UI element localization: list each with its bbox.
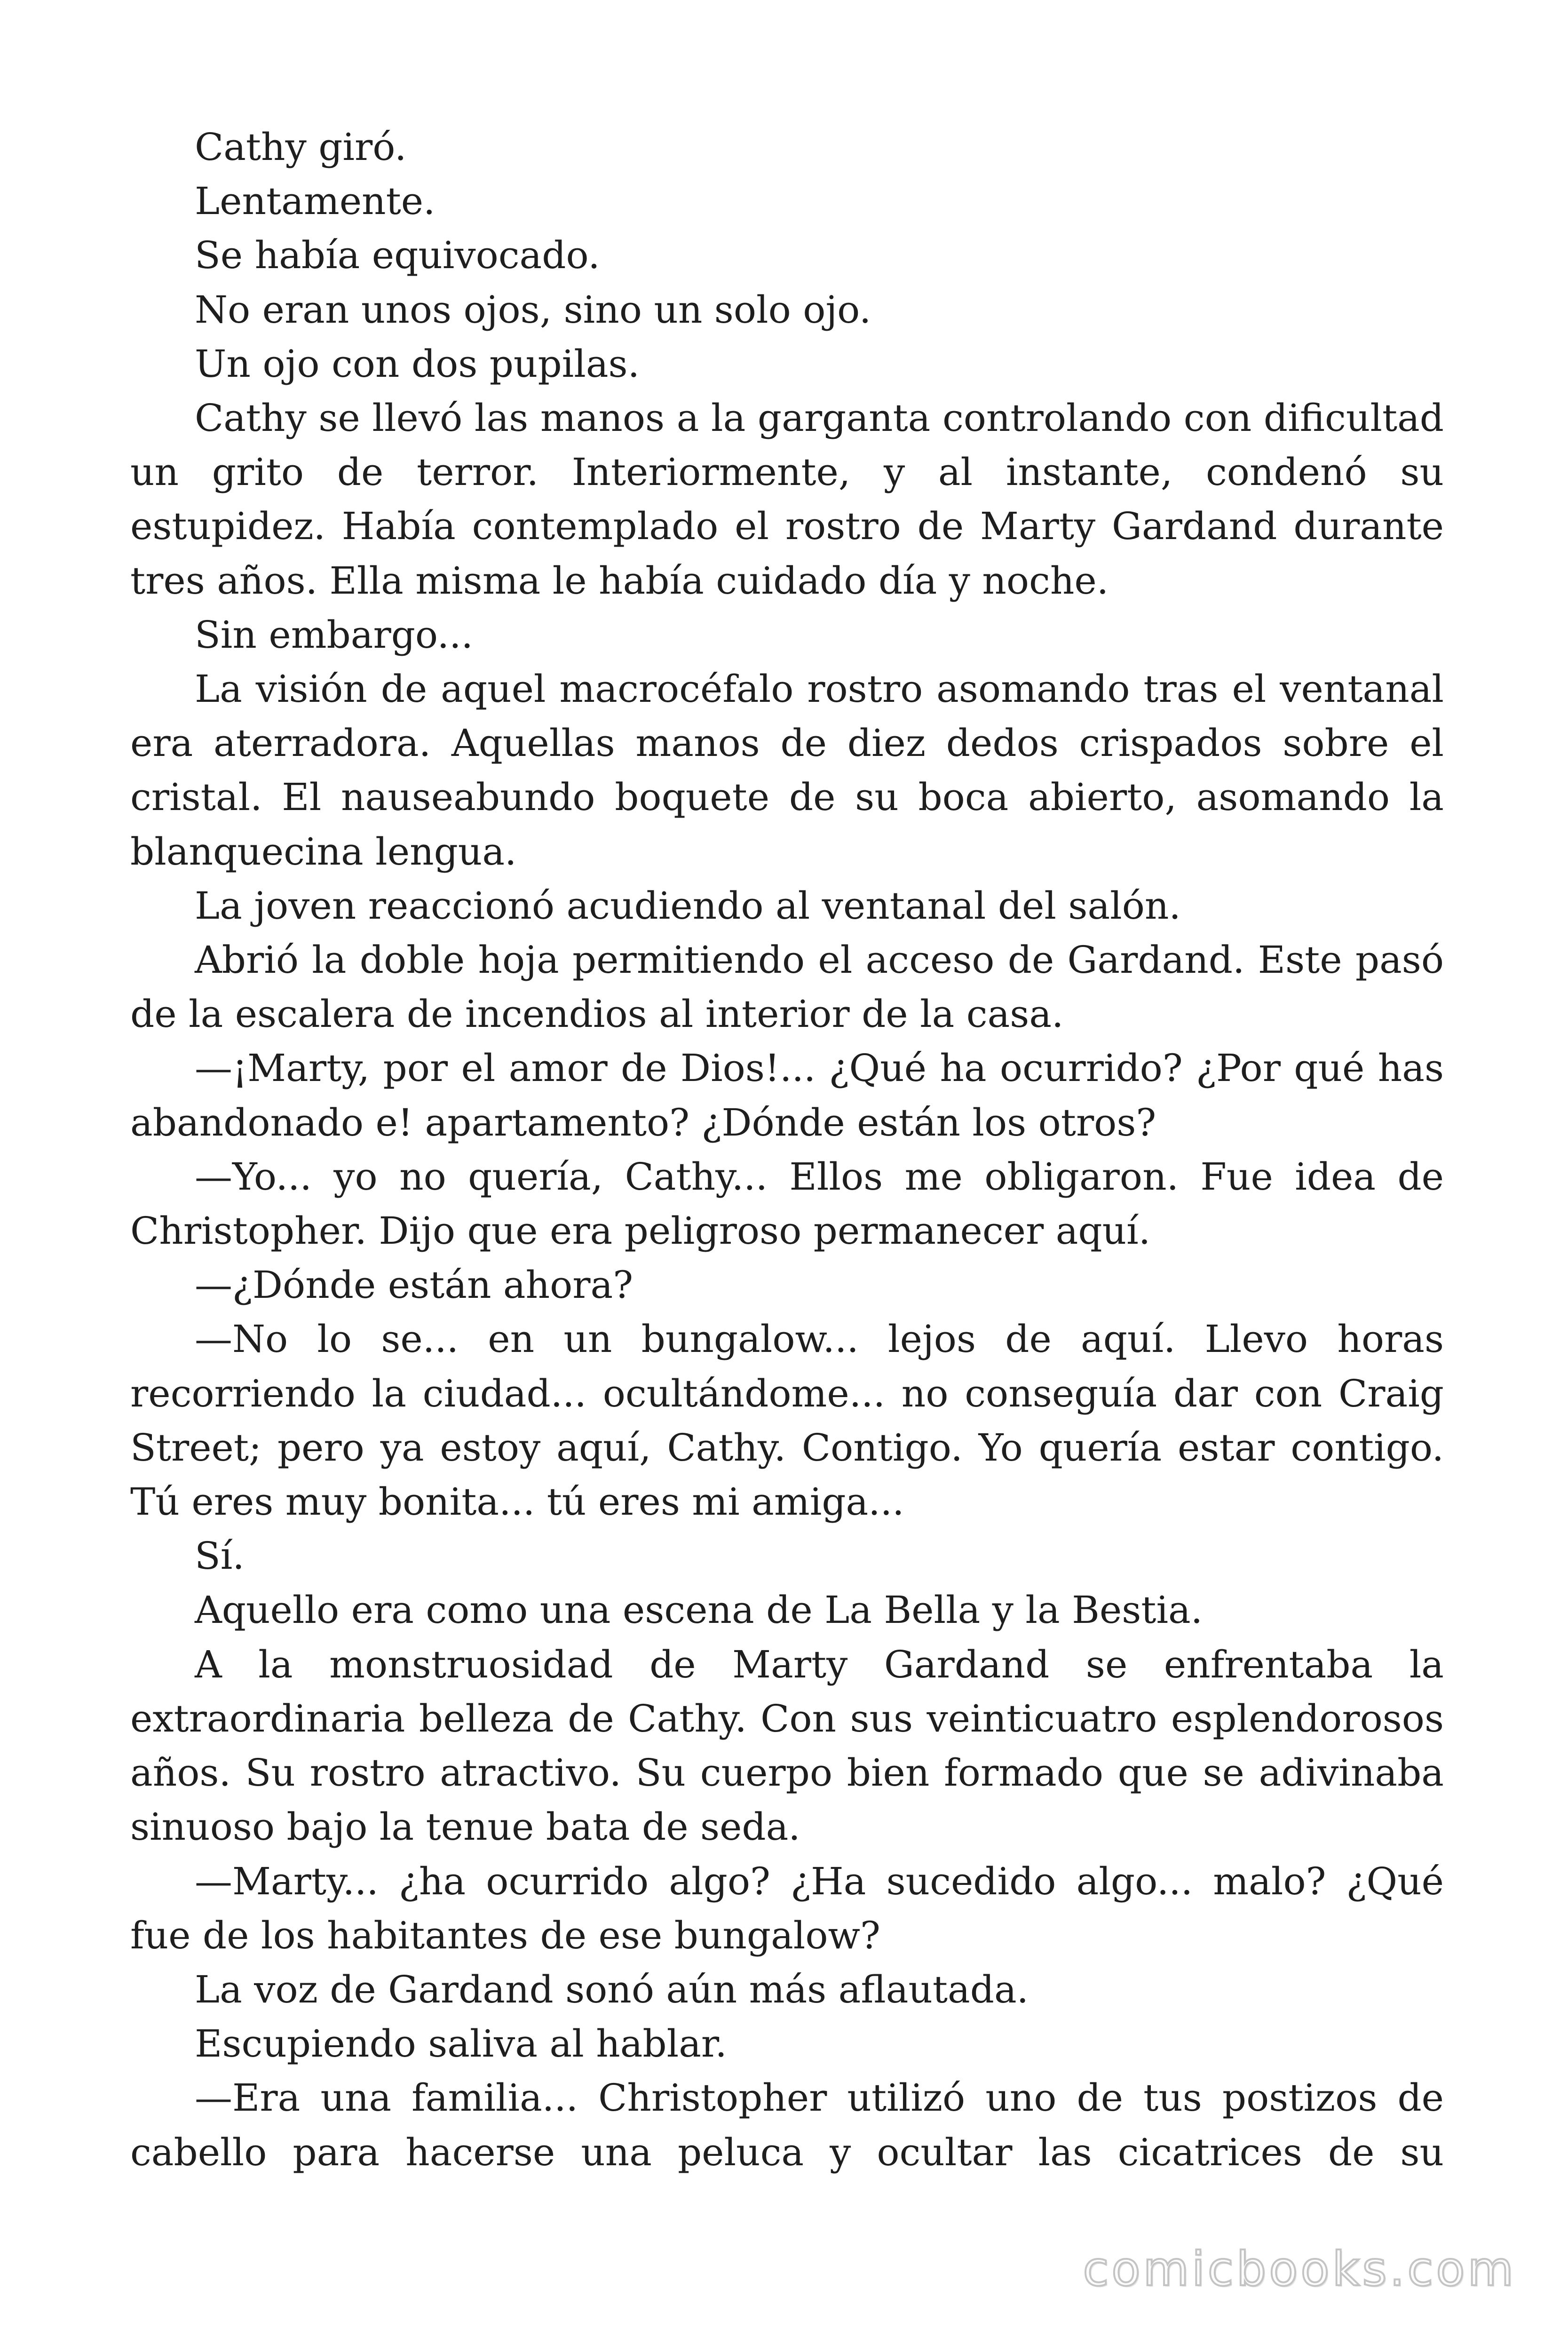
paragraph: No eran unos ojos, sino un solo ojo. [195, 287, 871, 332]
paragraph: —¡Marty, por el amor de Dios!... ¿Qué ha ocurrido? ¿Por qué has abandonado e! apartamento? ¿Dónde están los otros? [130, 1046, 1444, 1144]
paragraph: Abrió la doble hoja permitiendo el acceso de Gardand. Este pasó de la escalera de incendios al interior de la casa. [130, 938, 1444, 1036]
paragraph: Aquello era como una escena de La Bella y la Bestia. [195, 1588, 1203, 1632]
paragraph: Cathy giró. [195, 125, 407, 169]
paragraph-continued: —Era una familia... Christopher utilizó uno de tus postizos de cabello para hacerse una peluca y ocultar las cicatrices de su [130, 2076, 1444, 2174]
paragraph: La joven reaccionó acudiendo al ventanal del salón. [195, 883, 1181, 928]
paragraph: Un ojo con dos pupilas. [195, 342, 640, 386]
watermark: comicbooks.com [1083, 2241, 1516, 2296]
paragraph: —¿Dónde están ahora? [195, 1263, 634, 1307]
paragraph: La visión de aquel macrocéfalo rostro asomando tras el ventanal era aterradora. Aquellas manos de diez dedos crispados sobre el cristal. El nauseabundo boquete de su boca abierto, asomando la blanquecina lengua. [130, 667, 1444, 874]
paragraph: A la monstruosidad de Marty Gardand se enfrentaba la extraordinaria belleza de Cathy. Con sus veinticuatro esplendorosos años. Su rostro atractivo. Su cuerpo bien formado que se adivinaba sinuoso bajo la tenue bata de seda. [130, 1642, 1444, 1849]
paragraph: Sin embargo... [195, 612, 473, 657]
paragraph: Escupiendo saliva al hablar. [195, 2022, 727, 2066]
paragraph: Se había equivocado. [195, 233, 600, 278]
paragraph: —Yo... yo no quería, Cathy... Ellos me obligaron. Fue idea de Christopher. Dijo que era peligroso permanecer aquí. [130, 1154, 1444, 1253]
paragraph: Lentamente. [195, 179, 436, 223]
paragraph: —Marty... ¿ha ocurrido algo? ¿Ha sucedido algo... malo? ¿Qué fue de los habitantes de ese bungalow? [130, 1859, 1444, 1957]
paragraph: Sí. [195, 1534, 245, 1578]
book-page [130, 120, 1444, 2179]
paragraph: La voz de Gardand sonó aún más aflautada. [195, 1967, 1029, 2011]
paragraph: Cathy se llevó las manos a la garganta controlando con dificultad un grito de terror. Interiormente, y al instante, condenó su estupidez. Había contemplado el rostro de Marty Gardand durante tres años. Ella misma le había cuidado día y noche. [130, 396, 1444, 603]
paragraph: —No lo se... en un bungalow... lejos de aquí. Llevo horas recorriendo la ciudad... ocultándome... no conseguía dar con Craig Street; pero ya estoy aquí, Cathy. Contigo. Yo quería estar contigo. Tú eres muy bonita... tú eres mi amiga... [130, 1317, 1444, 1524]
